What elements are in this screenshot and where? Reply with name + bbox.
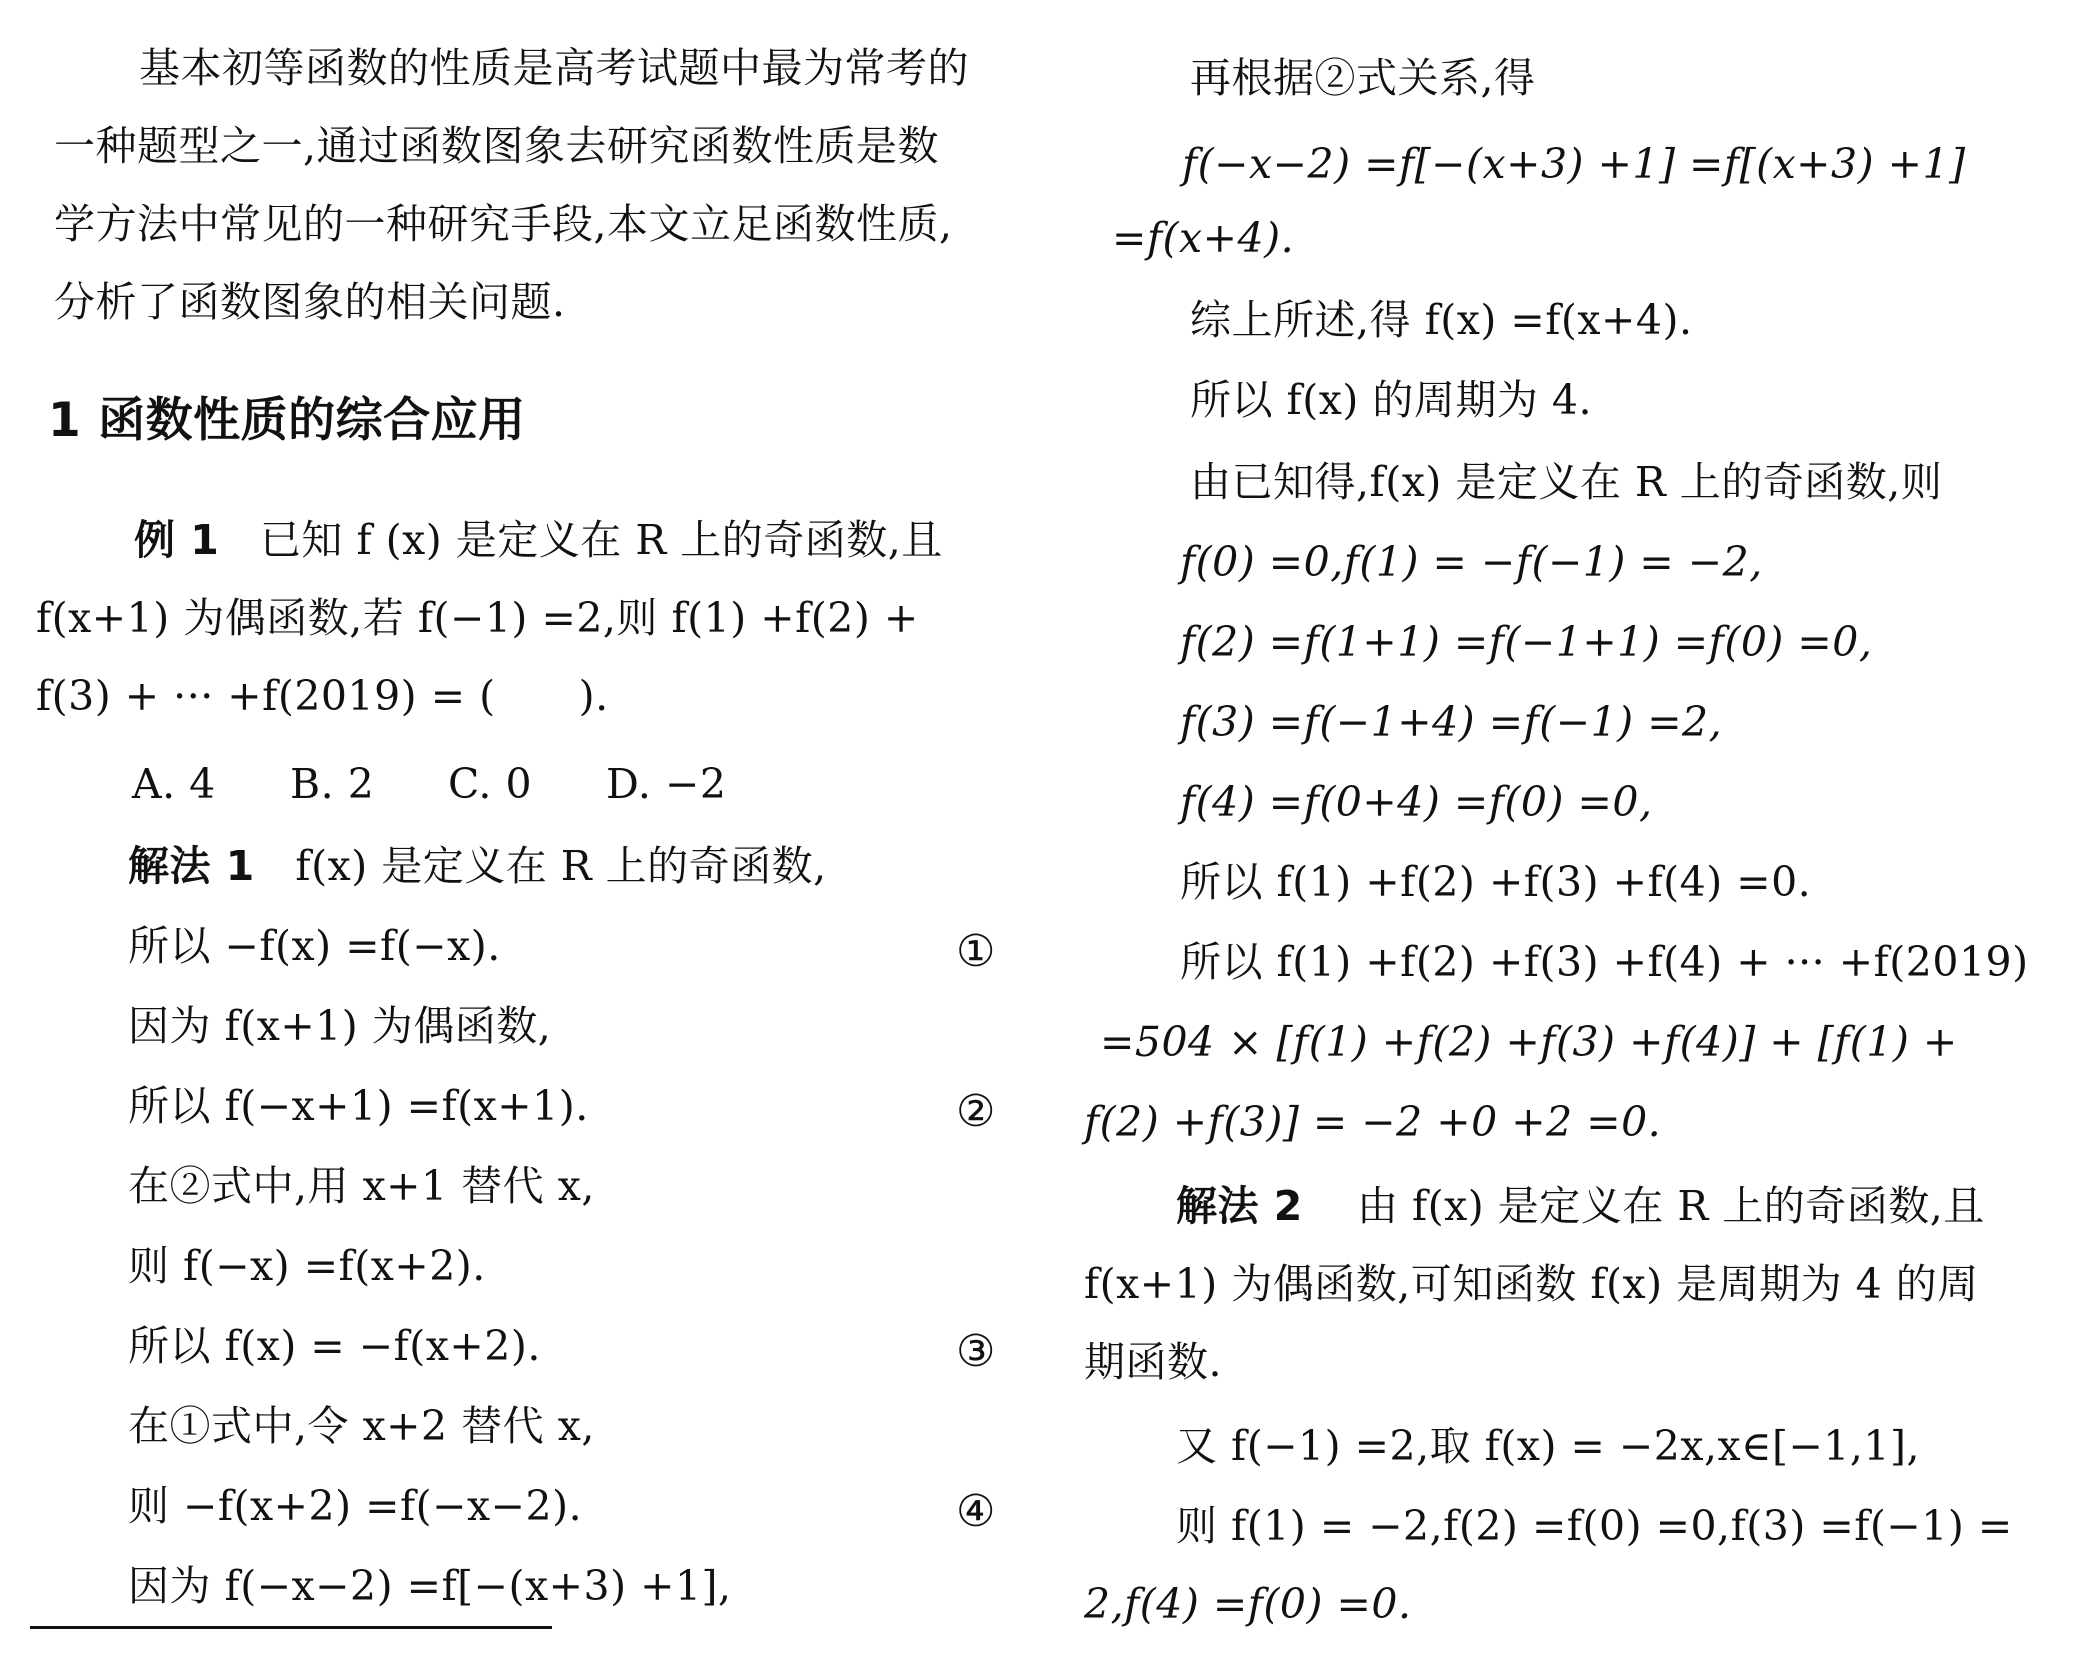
solution1-line: 因为 f(x+1) 为偶函数, — [128, 1002, 552, 1050]
equation-tag-3: ③ — [956, 1326, 996, 1377]
solution2-label: 解法 2 — [1176, 1182, 1303, 1230]
right-line: f(2) +f(3)] = −2 +0 +2 =0. — [1084, 1098, 1662, 1146]
right-line: 所以 f(1) +f(2) +f(3) +f(4) + ··· +f(2019) — [1180, 938, 2029, 986]
right-line: f(0) =0,f(1) = −f(−1) = −2, — [1180, 538, 1763, 586]
solution1-line: 所以 f(x) = −f(x+2). — [128, 1322, 541, 1370]
equation-tag-4: ④ — [956, 1486, 996, 1537]
footnote-rule — [30, 1626, 552, 1629]
solution2-first-line — [1176, 1182, 1985, 1231]
solution1-line: 在①式中,令 x+2 替代 x, — [128, 1402, 595, 1450]
solution1-line: 因为 f(−x−2) =f[−(x+3) +1], — [128, 1562, 732, 1610]
right-line: 综上所述,得 f(x) =f(x+4). — [1190, 296, 1693, 344]
intro-line: 分析了函数图象的相关问题. — [54, 278, 566, 326]
solution1-line: 则 −f(x+2) =f(−x−2). — [128, 1482, 583, 1530]
right-line: f(−x−2) =f[−(x+3) +1] =f[(x+3) +1] — [1182, 140, 1966, 188]
right-line: f(4) =f(0+4) =f(0) =0, — [1180, 778, 1653, 826]
solution2-line: f(x+1) 为偶函数,可知函数 f(x) 是周期为 4 的周 — [1084, 1260, 1979, 1308]
example-line: f(x+1) 为偶函数,若 f(−1) =2,则 f(1) +f(2) + — [36, 594, 919, 642]
solution2-line: 则 f(1) = −2,f(2) =f(0) =0,f(3) =f(−1) = — [1176, 1502, 2013, 1550]
option-a: A. 4 — [132, 760, 216, 808]
right-line: 由已知得,f(x) 是定义在 R 上的奇函数,则 — [1190, 458, 1943, 506]
intro-line: 一种题型之一,通过函数图象去研究函数性质是数 — [54, 122, 940, 170]
right-line: 所以 f(1) +f(2) +f(3) +f(4) =0. — [1180, 858, 1812, 906]
solution2-line: 2,f(4) =f(0) =0. — [1084, 1580, 1412, 1628]
example-text: 已知 f (x) 是定义在 R 上的奇函数,且 — [259, 516, 943, 564]
option-b: B. 2 — [290, 760, 375, 808]
right-line: 所以 f(x) 的周期为 4. — [1190, 376, 1593, 424]
intro-line: 学方法中常见的一种研究手段,本文立足函数性质, — [54, 200, 953, 248]
option-d: D. −2 — [606, 760, 727, 808]
solution2-line: 期函数. — [1084, 1338, 1223, 1386]
solution2-text: 由 f(x) 是定义在 R 上的奇函数,且 — [1356, 1182, 1985, 1230]
right-line: =504 × [f(1) +f(2) +f(3) +f(4)] + [f(1) + — [1100, 1018, 1958, 1066]
solution1-line: 则 f(−x) =f(x+2). — [128, 1242, 486, 1290]
intro-line: 基本初等函数的性质是高考试题中最为常考的 — [139, 44, 969, 92]
example-first-line — [134, 516, 943, 565]
solution1-line: 所以 −f(x) =f(−x). — [128, 922, 501, 970]
solution1-line: 所以 f(−x+1) =f(x+1). — [128, 1082, 589, 1130]
example-line: f(3) + ··· +f(2019) = ( ). — [36, 672, 609, 720]
section-heading: 1 函数性质的综合应用 — [48, 393, 526, 448]
right-line: f(2) =f(1+1) =f(−1+1) =f(0) =0, — [1180, 618, 1873, 666]
right-line: 再根据②式关系,得 — [1190, 54, 1536, 102]
equation-tag-2: ② — [956, 1086, 996, 1137]
right-line: =f(x+4). — [1112, 214, 1295, 262]
solution1-text: f(x) 是定义在 R 上的奇函数, — [295, 842, 827, 890]
option-c: C. 0 — [448, 760, 533, 808]
solution2-line: 又 f(−1) =2,取 f(x) = −2x,x∈[−1,1], — [1176, 1422, 1921, 1470]
example-label: 例 1 — [134, 516, 220, 564]
solution1-label: 解法 1 — [128, 842, 255, 890]
right-line: f(3) =f(−1+4) =f(−1) =2, — [1180, 698, 1723, 746]
solution1-line: 在②式中,用 x+1 替代 x, — [128, 1162, 595, 1210]
solution1-first-line — [128, 842, 827, 891]
equation-tag-1: ① — [956, 926, 996, 977]
